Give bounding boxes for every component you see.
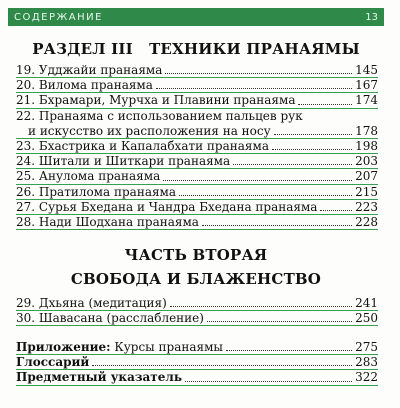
toc-appendix xyxy=(16,340,378,386)
toc-entry[interactable]: 23. Бхастрика и Капалабхати пранаяма 198 xyxy=(16,139,378,154)
toc-entry[interactable]: 30. Шавасана (расслабление) 250 xyxy=(16,311,378,326)
header-title: СОДЕРЖАНИЕ xyxy=(14,11,103,23)
section-heading: РАЗДЕЛ III ТЕХНИКИ ПРАНАЯМЫ xyxy=(32,40,360,58)
toc-entry[interactable]: 19. Удджайи пранаяма 145 xyxy=(16,63,378,77)
toc-entry[interactable]: 21. Бхрамари, Мурчха и Плавини пранаяма 174 xyxy=(16,93,378,108)
running-header xyxy=(8,8,384,26)
toc-entry[interactable]: 28. Нади Шодхана пранаяма 228 xyxy=(16,215,378,230)
toc-section3 xyxy=(16,63,378,230)
toc-entry[interactable]: 25. Анулома пранаяма 207 xyxy=(16,169,378,184)
toc-entry[interactable]: 26. Пратилома пранаяма 215 xyxy=(16,184,378,199)
part-subheading: СВОБОДА И БЛАЖЕНСТВО xyxy=(70,270,322,288)
toc-entry[interactable]: 20. Вилома пранаяма 167 xyxy=(16,78,378,93)
part-heading: ЧАСТЬ ВТОРАЯ xyxy=(124,246,268,264)
toc-entry[interactable]: Глоссарий 283 xyxy=(16,355,378,370)
toc-part2 xyxy=(16,296,378,326)
toc-entry[interactable]: 27. Сурья Бхедана и Чандра Бхедана пранаяма 223 xyxy=(16,199,378,214)
header-page-number: 13 xyxy=(365,11,378,23)
toc-entry[interactable]: 22. Пранаяма с использованием пальцев рук и искусство их расположения на носу 178 xyxy=(16,108,378,138)
toc-entry[interactable]: 24. Шитали и Шиткари пранаяма 203 xyxy=(16,154,378,169)
toc-entry[interactable]: 29. Дхьяна (медитация) 241 xyxy=(16,296,378,310)
toc-entry[interactable]: Предметный указатель 322 xyxy=(16,370,378,385)
toc-entry[interactable]: Приложение: Курсы пранаямы 275 xyxy=(16,340,378,354)
